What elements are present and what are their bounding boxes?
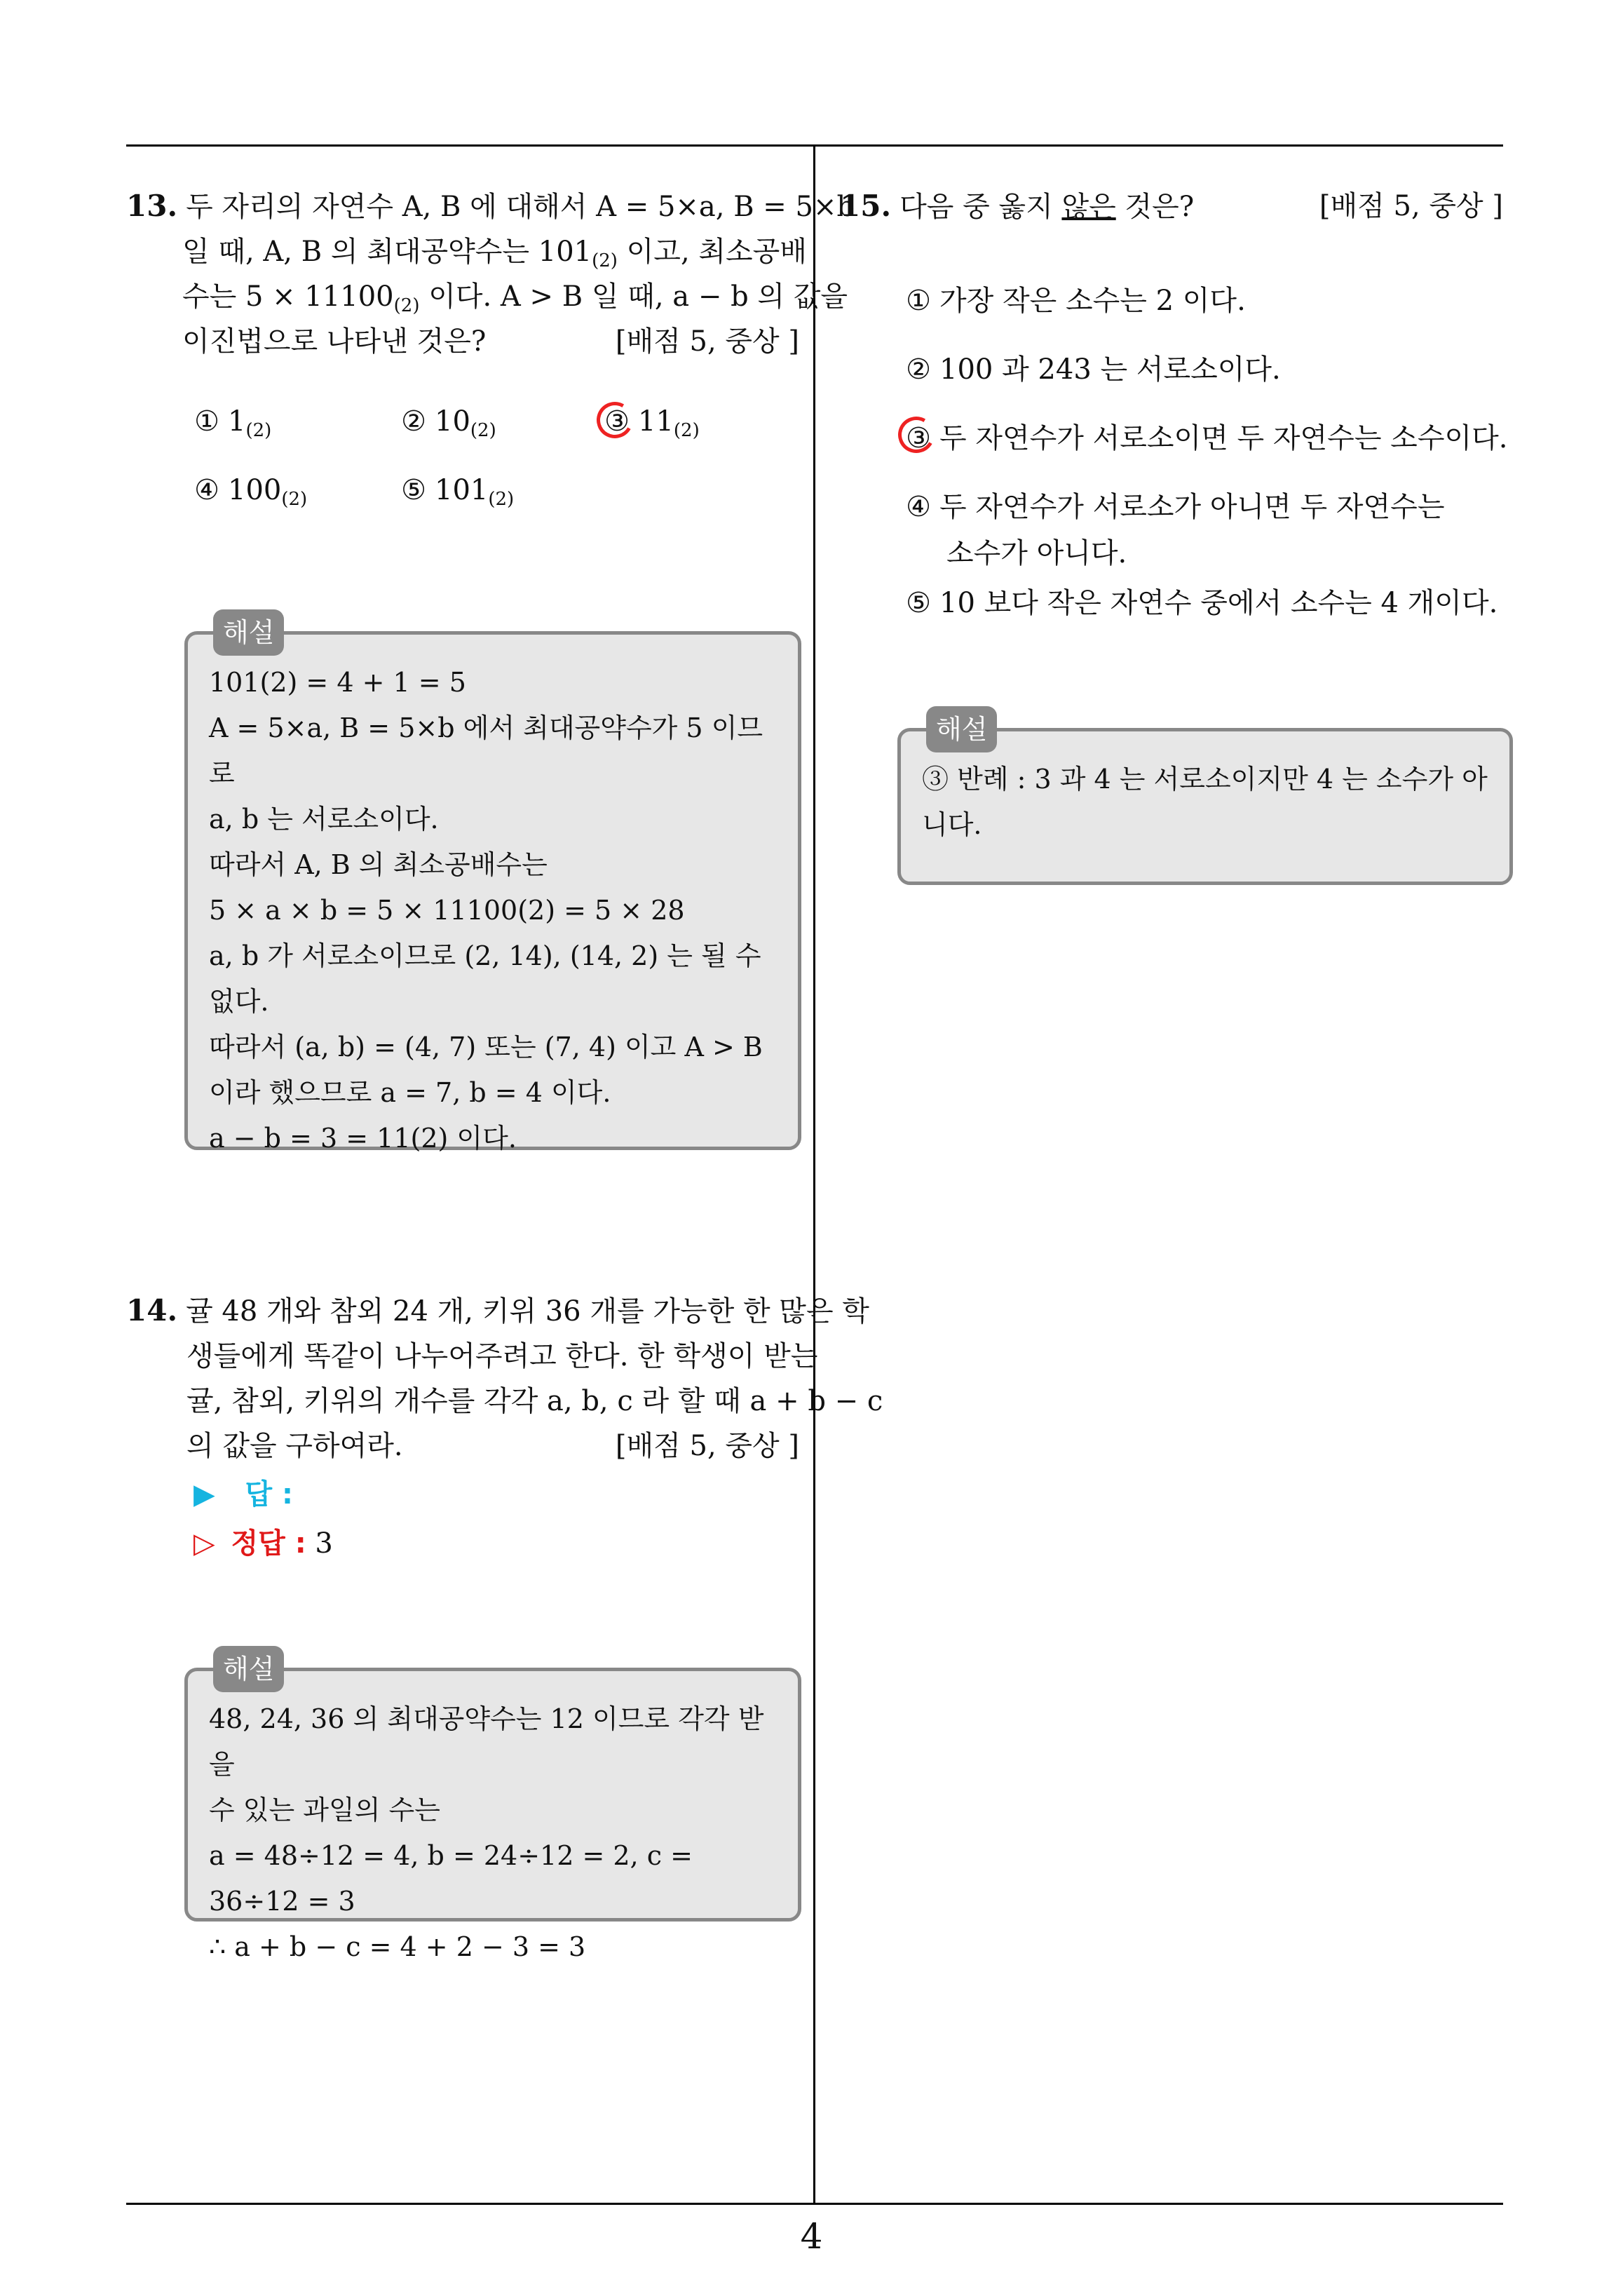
question-number: 14. <box>126 1293 178 1328</box>
explanation-line: 48, 24, 36 의 최대공약수는 12 이므로 각각 받을 <box>209 1703 764 1780</box>
explanation-line: 이라 했으므로 a = 7, b = 4 이다. <box>209 1077 611 1108</box>
column-divider <box>813 147 815 2203</box>
question-line: 일 때, A, B 의 최대공약수는 101 <box>182 236 592 268</box>
explanation-line: 수 있는 과일의 수는 <box>209 1795 440 1825</box>
explanation-line: ∴ a + b − c = 4 + 2 − 3 = 3 <box>209 1931 586 1962</box>
explanation-line: A = 5×a, B = 5×b 에서 최대공약수가 5 이므로 <box>209 713 763 789</box>
explanation-line: a, b 는 서로소이다. <box>209 804 439 835</box>
question-15: 15. 다음 중 옳지 않은 것은? [배점 5, 중상 ] <box>840 184 1503 229</box>
choice-mark: ① <box>194 405 219 438</box>
choice-mark: ② <box>401 405 426 438</box>
explanation-box-15 <box>897 714 1513 885</box>
explanation-line: ③ 반례 : 3 과 4 는 서로소이지만 4 는 소수가 아 <box>922 764 1488 795</box>
selected-choice-mark: ③ <box>904 415 932 461</box>
correct-label: 정답 : <box>231 1527 306 1560</box>
explanation-line: 5 × a × b = 5 × 11100(2) = 5 × 28 <box>209 895 685 926</box>
explanation-line: 니다. <box>922 809 982 840</box>
base-subscript: (2) <box>592 250 618 271</box>
page-number: 4 <box>800 2216 823 2257</box>
question-line: 이고, 최소공배 <box>617 236 807 268</box>
question-number: 13. <box>126 189 178 223</box>
choice-mark: ① <box>906 285 931 317</box>
explanation-line: 따라서 A, B 의 최소공배수는 <box>209 849 548 880</box>
correct-value: 3 <box>315 1527 333 1560</box>
choice-3[interactable]: ③ $11_{(2)}$ <box>603 400 700 443</box>
explanation-box-14 <box>184 1654 801 1962</box>
question-line: 이진법으로 나타낸 것은? <box>182 325 487 358</box>
choice-4[interactable]: ④ 두 자연수가 서로소가 아니면 두 자연수는 <box>904 484 1507 530</box>
choice-4[interactable]: ④ $100_{(2)}$ <box>193 469 307 511</box>
choice-mark: ④ <box>906 491 931 523</box>
explanation-label: 해설 <box>926 706 997 752</box>
choice-list-15 <box>904 278 1507 626</box>
question-line: 귤, 참외, 키위의 개수를 각각 a, b, c 라 할 때 a + b − c <box>186 1385 883 1417</box>
question-line: 두 자리의 자연수 A, B 에 대해서 A = 5×a, B = 5×b <box>186 191 855 223</box>
question-line: 생들에게 똑같이 나누어주려고 한다. 한 학생이 받는 <box>186 1340 818 1372</box>
choice-2[interactable]: ② 100 과 243 는 서로소이다. <box>904 346 1507 393</box>
question-number: 15. <box>840 189 892 223</box>
choice-3[interactable]: ③ 두 자연수가 서로소이면 두 자연수는 소수이다. <box>904 415 1507 461</box>
question-14 <box>126 1288 883 1568</box>
answer-arrow-icon: ▶ <box>193 1478 215 1511</box>
explanation-label: 해설 <box>213 609 284 656</box>
explanation-line: 따라서 (a, b) = (4, 7) 또는 (7, 4) 이고 A > B <box>209 1032 763 1062</box>
choice-mark: ⑤ <box>401 474 426 506</box>
question-13 <box>126 184 855 511</box>
choice-5[interactable]: ⑤ 10 보다 작은 자연수 중에서 소수는 4 개이다. <box>904 580 1507 626</box>
selected-choice-mark: ③ <box>603 400 631 443</box>
score-meta: [배점 5, 중상 ] <box>615 1430 799 1462</box>
emphasis-underline: 않은 <box>1061 191 1116 223</box>
explanation-label: 해설 <box>213 1646 284 1692</box>
explanation-box-13 <box>184 617 801 1154</box>
choice-mark: ④ <box>194 474 219 506</box>
question-line: 수는 5 × 11100 <box>182 281 394 313</box>
explanation-line: a, b 가 서로소이므로 (2, 14), (14, 2) 는 될 수 <box>209 940 761 971</box>
explanation-line: 101(2) = 4 + 1 = 5 <box>209 667 466 698</box>
choice-1[interactable]: ① $1_{(2)}$ <box>193 400 271 443</box>
choice-row <box>126 400 799 443</box>
question-line: 의 값을 구하여라. <box>186 1430 403 1462</box>
score-meta: [배점 5, 중상 ] <box>615 325 799 358</box>
question-line: 귤 48 개와 참외 24 개, 키위 36 개를 가능한 한 많은 학 <box>186 1295 869 1328</box>
choice-5[interactable]: ⑤ $101_{(2)}$ <box>400 469 514 511</box>
choice-mark: ② <box>906 353 931 386</box>
choice-1[interactable]: ① 가장 작은 소수는 2 이다. <box>904 278 1507 324</box>
explanation-line: 없다. <box>209 986 269 1017</box>
answer-label: 답 : <box>245 1478 294 1511</box>
choice-row <box>126 469 799 511</box>
answer-row <box>126 1470 799 1519</box>
correct-answer-row <box>126 1519 799 1568</box>
choice-mark: ⑤ <box>906 587 931 619</box>
choice-2[interactable]: ② $10_{(2)}$ <box>400 400 496 443</box>
correct-arrow-icon: ▷ <box>193 1527 215 1560</box>
explanation-line: a = 48÷12 = 4, b = 24÷12 = 2, c = 36÷12 = 3 <box>209 1840 693 1917</box>
bottom-rule <box>126 2203 1503 2205</box>
question-line: 이다. A > B 일 때, a − b 의 값을 <box>419 281 848 313</box>
score-meta: [배점 5, 중상 ] <box>1319 190 1503 222</box>
choice-continuation: 소수가 아니다. <box>946 537 1127 569</box>
explanation-line: a − b = 3 = 11(2) 이다. <box>209 1123 517 1154</box>
base-subscript: (2) <box>393 295 420 316</box>
